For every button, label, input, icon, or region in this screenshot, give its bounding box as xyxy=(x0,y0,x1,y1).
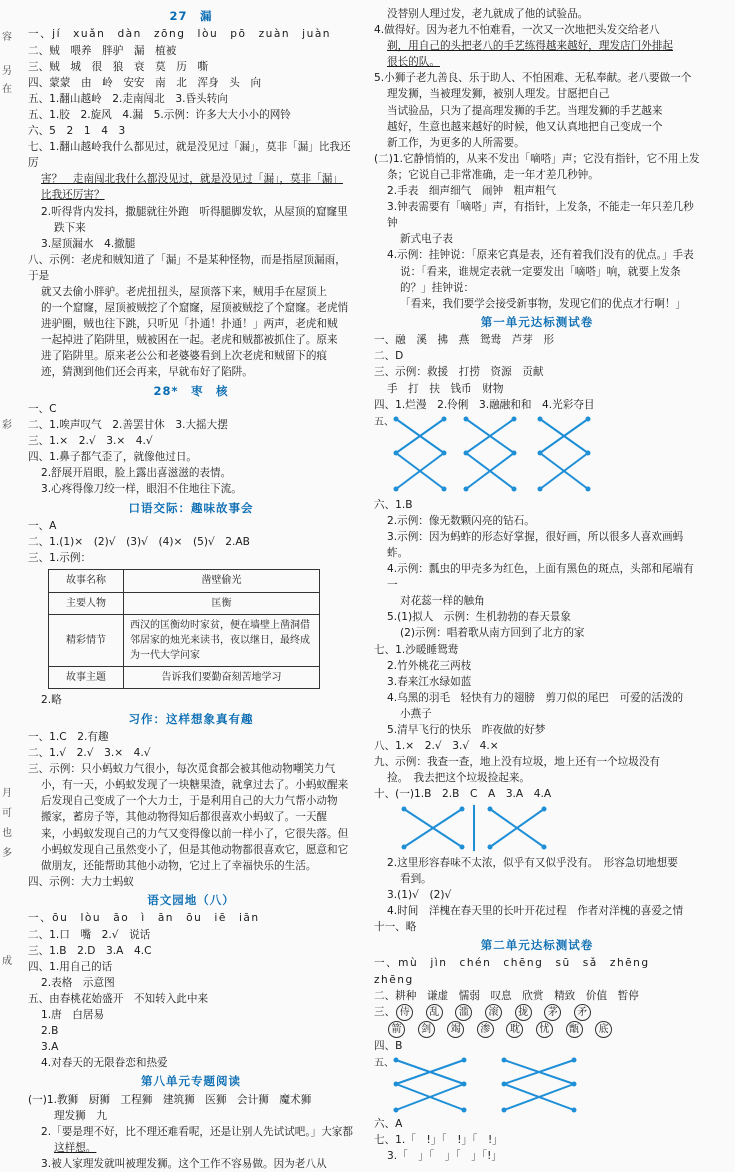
answer-line: 二、D xyxy=(374,350,404,363)
answer-line: 3.钟表需要有「嘀嗒」声，有指针，上发条，不能走一年只差几秒钟 xyxy=(387,201,694,230)
table-key: 故事名称 xyxy=(49,570,124,592)
answer-line: 就又去偷小胖驴。老虎扭扭头，屋顶落下来，贼用手在屋顶上 xyxy=(41,285,328,298)
cross-lines-left xyxy=(396,1060,464,1110)
answer-line: 「看来，我们要学会接受新事物，发现它们的优点才行啊！」 xyxy=(400,297,687,310)
section-title-writing: 习作：这样想象真有趣 xyxy=(128,711,254,726)
margin-char: 另 xyxy=(2,66,12,77)
answer-line: 很长的队。 xyxy=(387,56,440,69)
section-title-reading8: 第八单元专题阅读 xyxy=(141,1074,241,1089)
answer-line: 3.(1)√ (2)√ xyxy=(387,888,452,901)
table-row xyxy=(49,570,320,592)
answer-line: 没替别人理过发，老九就成了他的试验品。 xyxy=(387,8,589,20)
answer-line: 九、示例：我查一查，地上没有垃圾，地上还有一个垃圾没有 xyxy=(374,756,661,769)
answer-line: 三、示例：救援 打捞 资源 贡献 xyxy=(374,366,544,379)
answer-line: 2.略 xyxy=(41,694,62,707)
table-key: 主要人物 xyxy=(49,592,124,614)
answer-line: 2.示例：像无数颗闪亮的钻石。 xyxy=(387,514,535,527)
margin-char: 也 xyxy=(2,828,12,839)
answer-line: 新工作，为更多的人所需要。 xyxy=(387,136,525,149)
answer-line: 3.「 」「 」「 」「!」 xyxy=(387,1150,502,1162)
table-key: 故事主题 xyxy=(49,667,124,689)
story-table xyxy=(48,569,320,689)
answer-line: 2.「要是理不好，比不理还难看呢，还是让别人先试试吧。」大家都 xyxy=(41,1126,354,1138)
answer-line: 4.做得好。因为老九不怕难看，一次又一次地把头发交给老八 xyxy=(374,24,660,37)
table-key: 精彩情节 xyxy=(49,614,124,667)
answer-line: 八、1.× 2.√ 3.√ 4.× xyxy=(374,740,499,753)
answer-line: 对花蕊一样的触角 xyxy=(400,595,485,608)
cross-lines-right xyxy=(504,1060,574,1110)
answer-line: 二、1.√ 2.√ 3.× 4.√ xyxy=(28,747,151,760)
circled-char: 箭 xyxy=(388,1021,405,1038)
table-value: 西汉的匡衡幼时家贫，便在墙壁上凿洞借邻居家的烛光来读书，夜以继日，最终成为一代大学问家 xyxy=(124,614,320,667)
answer-line: 搬家，蓄房子等，其他动物得知后都很喜欢小蚂蚁了。一天醒 xyxy=(41,811,328,824)
item-label: 五、 xyxy=(374,416,394,428)
answer-line: 2.手表 细声细气 闹钟 粗声粗气 xyxy=(387,185,557,198)
circled-char: 滥 xyxy=(455,1004,472,1021)
circled-char: 滚 xyxy=(485,1004,502,1021)
answer-line: 2.这里形容春味不太浓，似乎有又似乎没有。 形容急切地想要 xyxy=(387,856,678,869)
answer-line: 说：「看来，谁规定表就一定要发出「嘀嗒」响，就要上发条的？」挂钟说： xyxy=(400,265,681,294)
answer-line: 3.春来江水绿如蓝 xyxy=(387,675,472,688)
circled-char: 拢 xyxy=(515,1004,532,1021)
answer-line: 当试验品，只为了提高理发狮的手艺。当理发狮的手艺越来 xyxy=(387,104,663,117)
margin-char: 月 xyxy=(2,788,12,799)
circled-char: 甑 xyxy=(566,1021,583,1038)
answer-line: 2.竹外桃花三两枝 xyxy=(387,659,472,672)
answer-line: 3.A xyxy=(41,1041,59,1054)
answer-line: 一、jí xuǎn dàn zōng lòu pō zuàn juàn xyxy=(28,28,332,41)
circled-char: 茅 xyxy=(544,1004,561,1021)
answer-line: 一、1.C 2.有趣 xyxy=(28,731,109,743)
answer-line: 一、融 溪 拂 燕 鸳鸯 芦芽 形 xyxy=(374,334,555,347)
circled-char: 渗 xyxy=(477,1021,494,1038)
answer-line: 5.(1)拟人 示例：生机勃勃的春天景象 xyxy=(387,611,572,624)
answer-line: 四、蒙蒙 由 岭 安安 南 北 浑身 头 向 xyxy=(28,76,262,89)
table-row xyxy=(49,592,320,614)
answer-line: 理发狮，当被理发狮，被别人理发。甘愿把自己 xyxy=(387,88,610,101)
answer-line: 来，小蚂蚁发现自己的力气又变得像以前一样小了，它很失落。但 xyxy=(41,827,349,840)
margin-char: 在 xyxy=(2,84,12,95)
answer-line: 迹，猜测到他们还会再来，早就布好了陷阱。 xyxy=(41,366,253,379)
answer-line: 三、1.B 2.D 3.A 4.C xyxy=(28,944,152,957)
answer-line: 4.时间 洋槐在春天里的长叶开花过程 作者对洋槐的喜爱之情 xyxy=(387,904,684,917)
matching-diagram-unit2-5 xyxy=(374,1054,700,1116)
section-title-28: 28* 枣 核 xyxy=(153,383,229,398)
margin-char: 可 xyxy=(2,808,12,819)
section-title-garden: 语文园地（八） xyxy=(147,892,235,907)
circled-char: 竭 xyxy=(447,1021,464,1038)
answer-line: 比我还厉害？ xyxy=(41,189,105,202)
answer-line: 六、1.B xyxy=(374,498,413,511)
cross-lines-left xyxy=(396,419,444,489)
circled-char: 乱 xyxy=(426,1004,443,1021)
answer-line: 看到。 xyxy=(400,872,432,885)
answer-line: 一、C xyxy=(28,403,57,415)
answer-line: 小，有一天，小蚂蚁发现了一块糖果渣，就拿过去了。小蚂蚁醒来 xyxy=(41,779,349,792)
answer-line: 3.被人家理发就叫被理发狮。这个工作不容易做。因为老八从 xyxy=(41,1158,327,1171)
table-row xyxy=(49,614,320,667)
section-title-unit2: 第二单元达标测试卷 xyxy=(480,937,594,952)
answer-line: 六、A xyxy=(374,1117,403,1130)
answer-line: 2.听得背内发抖，撒腿就往外跑 听得腿脚发软，从屋顶的窟窿里 xyxy=(41,205,348,218)
circled-char: 忧 xyxy=(536,1021,553,1038)
circled-char: 矛 xyxy=(574,1004,591,1021)
answer-line: 五、1.胶 2.旋风 4.漏 5.示例：许多大大小小的网铃 xyxy=(28,108,291,121)
answer-line: 八、示例：老虎和贼知道了「漏」不是某种怪物，而是指屋顶漏雨，于是 xyxy=(28,253,346,282)
table-value: 匡衡 xyxy=(124,592,320,614)
answer-line: 一、mù jìn chén chēng sū sǎ zhēng zhēng xyxy=(374,957,662,986)
margin-char: 多 xyxy=(2,848,12,859)
answer-line: 四、B xyxy=(374,1039,403,1052)
section-title-27: 27 漏 xyxy=(169,9,213,23)
answer-line: 三、1.示例： xyxy=(28,552,92,565)
table-row xyxy=(49,667,320,689)
answer-line: 的一个窟窿，屋顶被贼挖了个窟窿，屋顶被贼挖了个窟窿。老虎悄 xyxy=(41,302,349,315)
answer-line: 4.示例：瓢虫的甲壳多为红色，上面有黑色的斑点，头部和尾端有一 xyxy=(387,563,694,592)
answer-line: 四、1.用自己的话 xyxy=(28,960,113,973)
answer-line: (二)1.它静悄悄的，从来不发出「嘀嗒」声；它没有指针，它不用上发 xyxy=(374,152,700,165)
answer-line: 1.唐 白居易 xyxy=(41,1008,105,1021)
answer-line: 条；它说自己非常准确，走一年才差几秒钟。 xyxy=(387,168,599,181)
margin-char: 彩 xyxy=(2,420,12,431)
cross-lines-mid xyxy=(466,419,514,489)
answer-line: 2.舒展开眉眼，脸上露出喜滋滋的表情。 xyxy=(41,467,232,480)
answer-line: 小燕子 xyxy=(400,707,432,720)
answer-line: 2.B xyxy=(41,1025,59,1038)
answer-line: 十一、略 xyxy=(374,920,417,933)
cross-lines-right xyxy=(540,419,588,489)
left-margin-strip xyxy=(0,0,22,1000)
match-dots-left xyxy=(394,416,447,491)
answer-line: 三、示例：只小蚂蚁力气很小，每次觅食都会被其他动物嘲笑力气 xyxy=(28,763,336,776)
margin-char: 容 xyxy=(2,32,12,43)
answer-line: 七、1.翻山越岭我什么都见过，就是没见过「漏」，莫非「漏」比我还厉 xyxy=(28,141,351,170)
answer-line: 3.屋顶漏水 4.撤腿 xyxy=(41,237,136,250)
answer-line: 十、(一)1.B 2.B C A 3.A 4.A xyxy=(374,788,552,801)
circled-char: 侍 xyxy=(396,1004,413,1021)
answer-line: 2.表格 示意图 xyxy=(41,976,115,989)
answer-line: 五、1.翻山越岭 2.走南闯北 3.昏头转向 xyxy=(28,92,228,105)
answer-line: 理发狮 九 xyxy=(54,1109,107,1122)
section-title-oral: 口语交际：趣味故事会 xyxy=(128,500,254,515)
answer-line: 3.心疼得像刀绞一样，眼泪不住地往下流。 xyxy=(41,483,242,496)
circled-char: 剑 xyxy=(418,1021,435,1038)
answer-line: (2)示例：唱着歌从南方回到了北方的家 xyxy=(400,627,585,640)
left-column xyxy=(28,6,354,1172)
answer-line: 二、1.口 嘴 2.√ 说话 xyxy=(28,928,151,941)
circled-chars-row xyxy=(374,1021,700,1038)
circled-chars-row: 三、 侍 乱 滥 滚 拢 茅 矛 xyxy=(374,1004,700,1021)
answer-line: 四、示例：大力士蚂蚁 xyxy=(28,875,134,888)
answer-line: 5.小狮子老九善良、乐于助人、不怕困难、无私奉献。老八要做一个 xyxy=(374,72,692,85)
answer-line: 后发现自己变成了一个大力士，于是利用自己的大力气帮小动物 xyxy=(41,795,338,808)
answer-line: 三、1.× 2.√ 3.× 4.√ xyxy=(28,435,153,448)
margin-char: 成 xyxy=(2,956,12,967)
answer-line: 二、耕种 谦虚 懦弱 叹息 欣赏 精致 价值 暂停 xyxy=(374,989,639,1002)
matching-diagram-unit1-5 xyxy=(374,413,700,497)
answer-line: 二、1.唉声叹气 2.善罢甘休 3.大摇大摆 xyxy=(28,419,228,432)
item-label: 五、 xyxy=(374,1057,394,1069)
answer-line: 五、由春桃花始盛开 不知转入此中来 xyxy=(28,992,209,1005)
table-value: 凿壁偷光 xyxy=(124,570,320,592)
answer-line: 手 打 扶 钱币 财物 xyxy=(387,382,504,395)
answer-line: 捡。 我去把这个垃圾捡起来。 xyxy=(387,772,531,785)
answer-line: (一)1.教狮 厨狮 工程狮 建筑狮 医狮 会计狮 魔术狮 xyxy=(28,1093,312,1106)
circled-char: 耽 xyxy=(506,1021,523,1038)
answer-line: 二、贼 喂养 胖驴 漏 植被 xyxy=(28,44,177,57)
cross-lines xyxy=(404,805,544,851)
answer-line: 二、1.(1)× (2)√ (3)√ (4)× (5)√ 2.AB xyxy=(28,536,250,549)
answer-line: 六、5 2 1 4 3 xyxy=(28,125,126,138)
answer-line: 四、1.烂漫 2.伶俐 3.融融和和 4.光彩夺目 xyxy=(374,398,595,411)
answer-line: 进了陷阱里。原来老公公和老婆婆看到上次老虎和贼留下的痕 xyxy=(41,350,328,363)
answer-line: 5.清早飞行的快乐 昨夜做的好梦 xyxy=(387,724,546,737)
answer-line: 这样想。 xyxy=(54,1142,97,1155)
answer-line: 新式电子表 xyxy=(400,233,453,246)
right-column xyxy=(374,6,700,1164)
answer-line: 越好，生意也越来越好的时候，他又认真地把自己变成一个 xyxy=(387,120,663,133)
answer-line: 一、A xyxy=(28,520,57,533)
answer-line: 一起掉进了陷阱里，贼被困在一起。老虎和贼都被抓住了。原来 xyxy=(41,334,338,347)
answer-line: 一、ōu lòu āo ì ān ōu iē iān xyxy=(28,912,260,925)
circled-char: 底 xyxy=(595,1021,612,1038)
matching-diagram-unit1-10 xyxy=(374,803,700,855)
answer-line: 四、1.鼻子都气歪了，就像他过日。 xyxy=(28,451,198,464)
answer-line: 剃，用自己的头把老八的手艺练得越来越好，理发店门外排起 xyxy=(387,40,674,53)
answer-line: 七、1.「 !」「 !」「 !」 xyxy=(374,1133,503,1146)
answer-line: 七、1.沙暖睡鸳鸯 xyxy=(374,643,459,656)
answer-line: 害？ 走南闯北我什么都没见过，就是没见过「漏」，莫非「漏」 xyxy=(41,173,343,186)
section-title-unit1: 第一单元达标测试卷 xyxy=(480,314,594,329)
answer-line: 做朋友，还能帮助其他小动物，它过上了幸福快乐的生活。 xyxy=(41,859,317,872)
answer-line: 小蚂蚁发现自己虽然变小了，但是其他动物都很喜欢它，愿意和它 xyxy=(41,843,349,856)
answer-line: 三、贼 城 很 狼 衰 莫 历 嘶 xyxy=(28,60,209,73)
answer-line: 进驴圈，贼也往下跳，只听见「扑通！扑通！」两声，老虎和贼 xyxy=(41,318,338,331)
answer-line: 跌下来 xyxy=(54,221,86,234)
answer-line: 4.示例：挂钟说：「原来它真是表，还有着我们没有的优点。」手表 xyxy=(387,249,694,262)
answer-line: 3.示例：因为蚂蚱的形态好掌握，很好画，所以很多人喜欢画蚂蚱。 xyxy=(387,530,684,559)
answer-line: 4.乌黑的羽毛 轻快有力的翅膀 剪刀似的尾巴 可爱的活泼的 xyxy=(387,691,684,704)
answer-line: 4.对春天的无限眷恋和热爱 xyxy=(41,1057,168,1070)
table-value: 告诉我们要勤奋刻苦地学习 xyxy=(124,667,320,689)
